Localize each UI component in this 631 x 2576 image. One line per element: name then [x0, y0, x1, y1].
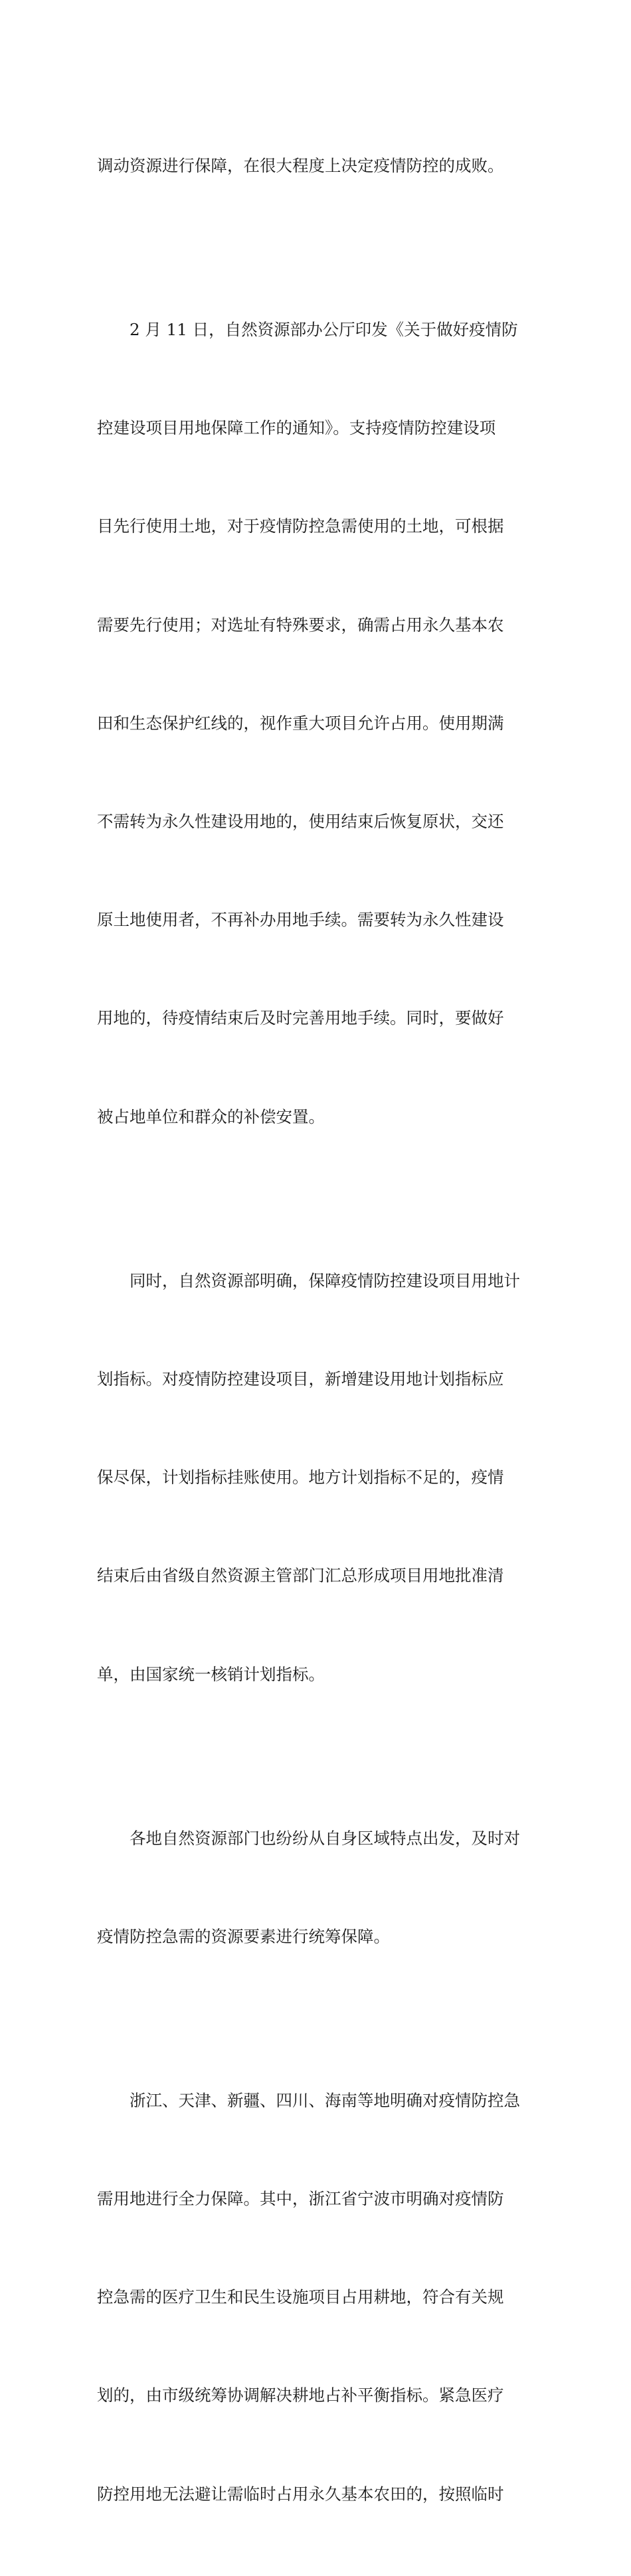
- text-line: 2 月 11 日，自然资源部办公厅印发《关于做好疫情防: [97, 319, 518, 339]
- text-line: 调动资源进行保障，在很大程度上决定疫情防控的成败。: [97, 155, 504, 175]
- text-line: 疫情防控急需的资源要素进行统筹保障。: [97, 1926, 390, 1946]
- text-line: 控建设项目用地保障工作的通知》。支持疫情防控建设项: [97, 418, 496, 438]
- text-line: 各地自然资源部门也纷纷从自身区域特点出发，及时对: [97, 1828, 520, 1848]
- text-line: 划指标。对疫情防控建设项目，新增建设用地计划指标应: [97, 1369, 504, 1389]
- text-line: 防控用地无法避让需临时占用永久基本农田的，按照临时: [97, 2484, 504, 2504]
- text-line: 田和生态保护红线的，视作重大项目允许占用。使用期满: [97, 713, 504, 733]
- paragraph-3: [97, 1199, 538, 1756]
- paragraph-1: [97, 84, 538, 248]
- text-line: 同时，自然资源部明确，保障疫情防控建设项目用地计: [97, 1270, 520, 1290]
- text-line: 浙江、天津、新疆、四川、海南等地明确对疫情防控急: [97, 2090, 520, 2110]
- document-body: [97, 84, 538, 2576]
- paragraph-2: [97, 248, 538, 1199]
- text-line: 控急需的医疗卫生和民生设施项目占用耕地，符合有关规: [97, 2287, 504, 2307]
- text-line: 目先行使用土地，对于疫情防控急需使用的土地，可根据: [97, 516, 504, 536]
- text-line: 需用地进行全力保障。其中，浙江省宁波市明确对疫情防: [97, 2189, 504, 2208]
- text-line: 保尽保，计划指标挂账使用。地方计划指标不足的，疫情: [97, 1468, 504, 1487]
- text-line: 划的，由市级统筹协调解决耕地占补平衡指标。紧急医疗: [97, 2386, 504, 2405]
- text-line: 单，由国家统一核销计划指标。: [97, 1664, 325, 1684]
- text-line: 需要先行使用；对选址有特殊要求，确需占用永久基本农: [97, 615, 504, 635]
- text-line: 被占地单位和群众的补偿安置。: [97, 1106, 325, 1126]
- paragraph-4: [97, 1756, 538, 2018]
- paragraph-5: [97, 2018, 538, 2576]
- text-line: 结束后由省级自然资源主管部门汇总形成项目用地批准清: [97, 1566, 504, 1586]
- text-line: 用地的，待疫情结束后及时完善用地手续。同时，要做好: [97, 1008, 504, 1028]
- text-line: 不需转为永久性建设用地的，使用结束后恢复原状，交还: [97, 811, 504, 831]
- text-line: 原土地使用者，不再补办用地手续。需要转为永久性建设: [97, 910, 504, 930]
